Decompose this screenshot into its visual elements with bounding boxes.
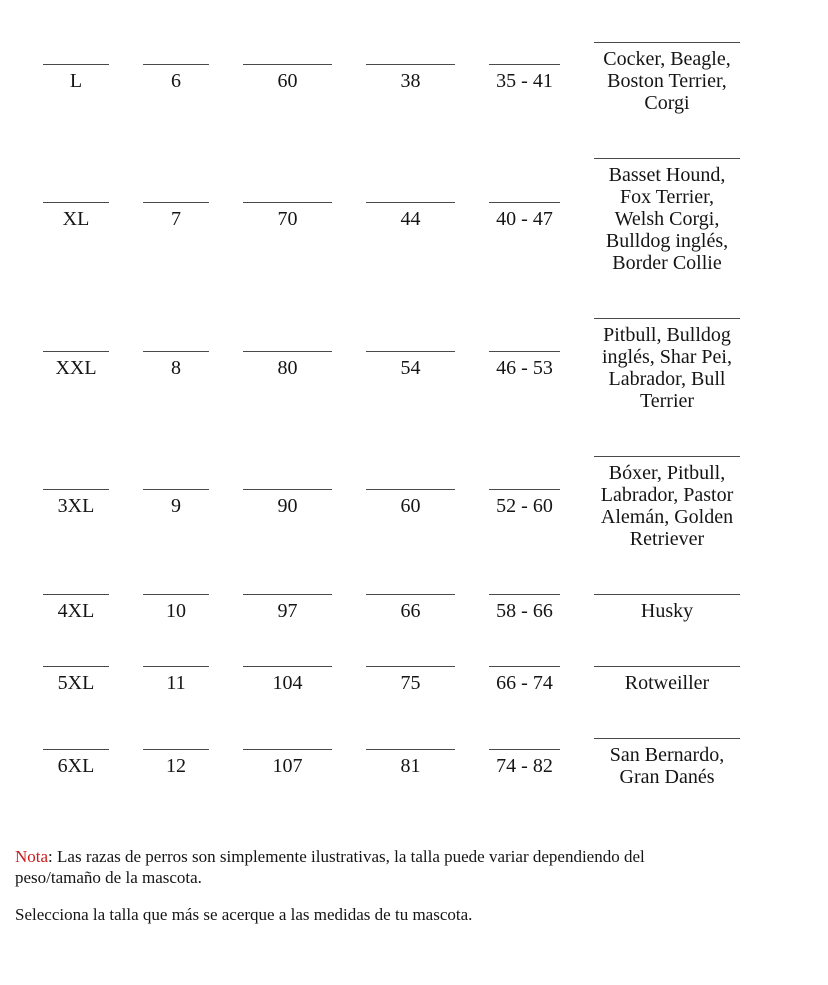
table-cell <box>226 329 349 401</box>
cell-overline <box>143 202 209 203</box>
table-cell <box>126 644 226 716</box>
table-cell <box>226 644 349 716</box>
table-row <box>26 572 757 644</box>
cell-overline <box>243 202 332 203</box>
table-cell <box>126 572 226 644</box>
table-cell <box>349 572 472 644</box>
cell-overline <box>594 456 740 457</box>
cell-overline <box>489 594 560 595</box>
cell-overline <box>594 738 740 739</box>
cell-value: 60 <box>400 495 421 517</box>
cell-value: 38 <box>400 70 421 92</box>
cell-overline <box>594 594 740 595</box>
table-cell <box>349 180 472 252</box>
cell-overline <box>489 489 560 490</box>
cell-value: 35 - 41 <box>496 70 553 92</box>
note-body: Las razas de perros son simplemente ilustrativas, la talla puede variar dependiendo del peso/tamaño de la mascota. <box>15 847 645 887</box>
table-cell <box>126 42 226 114</box>
cell-overline <box>43 594 109 595</box>
cell-value: 8 <box>171 357 181 379</box>
cell-overline <box>143 489 209 490</box>
note-paragraph <box>15 846 725 888</box>
table-cell <box>126 329 226 401</box>
cell-value: 4XL <box>57 600 95 622</box>
table-cell <box>226 727 349 799</box>
cell-value: 6XL <box>57 755 95 777</box>
cell-value: XL <box>62 208 90 230</box>
table-cell <box>472 467 577 539</box>
cell-overline <box>243 594 332 595</box>
table-cell <box>472 42 577 114</box>
cell-value: 66 - 74 <box>496 672 553 694</box>
cell-overline <box>43 489 109 490</box>
cell-value: 44 <box>400 208 421 230</box>
cell-value: Basset Hound, Fox Terrier, Welsh Corgi, Bulldog inglés, Border Collie <box>605 164 729 274</box>
cell-value: 75 <box>400 672 421 694</box>
cell-overline <box>594 158 740 159</box>
table-cell <box>126 727 226 799</box>
table-cell-size <box>26 42 126 114</box>
cell-value: 12 <box>166 755 186 777</box>
cell-overline <box>43 351 109 352</box>
cell-overline <box>43 64 109 65</box>
cell-value: Rotweiller <box>624 672 710 694</box>
table-cell <box>349 644 472 716</box>
cell-value: 40 - 47 <box>496 208 553 230</box>
cell-overline <box>243 489 332 490</box>
cell-value: Husky <box>640 600 694 622</box>
cell-value: 70 <box>277 208 298 230</box>
cell-overline <box>366 202 455 203</box>
table-cell-size <box>26 572 126 644</box>
size-table <box>26 20 757 810</box>
cell-overline <box>143 749 209 750</box>
table-row <box>26 296 757 434</box>
table-cell <box>472 727 577 799</box>
cell-value: 81 <box>400 755 421 777</box>
table-cell-size <box>26 467 126 539</box>
table-cell <box>226 467 349 539</box>
cell-overline <box>143 666 209 667</box>
table-cell <box>472 180 577 252</box>
table-cell-size <box>26 329 126 401</box>
cell-value: 5XL <box>57 672 95 694</box>
cell-overline <box>366 749 455 750</box>
cell-value: 6 <box>171 70 181 92</box>
cell-value: 46 - 53 <box>496 357 553 379</box>
table-cell <box>349 727 472 799</box>
cell-value: 54 <box>400 357 421 379</box>
cell-value: 58 - 66 <box>496 600 553 622</box>
cell-overline <box>243 666 332 667</box>
cell-overline <box>489 64 560 65</box>
table-cell-breeds <box>577 296 757 434</box>
table-cell <box>349 329 472 401</box>
table-cell-breeds <box>577 644 757 716</box>
cell-overline <box>243 749 332 750</box>
table-row <box>26 136 757 296</box>
cell-overline <box>366 666 455 667</box>
table-cell <box>226 180 349 252</box>
cell-value: 74 - 82 <box>496 755 553 777</box>
cell-overline <box>594 666 740 667</box>
cell-value: Bóxer, Pitbull, Labrador, Pastor Alemán, Golden Retriever <box>600 462 734 550</box>
cell-value: Cocker, Beagle, Boston Terrier, Corgi <box>603 48 731 114</box>
table-cell-breeds <box>577 20 757 136</box>
cell-overline <box>594 42 740 43</box>
cell-overline <box>366 594 455 595</box>
cell-value: 9 <box>171 495 181 517</box>
cell-value: 97 <box>277 600 298 622</box>
table-cell-breeds <box>577 434 757 572</box>
table-row <box>26 644 757 716</box>
table-row <box>26 716 757 810</box>
cell-value: 66 <box>400 600 421 622</box>
cell-overline <box>489 351 560 352</box>
cell-value: 104 <box>272 672 303 694</box>
cell-overline <box>243 351 332 352</box>
table-cell-size <box>26 727 126 799</box>
cell-value: L <box>69 70 83 92</box>
table-cell <box>226 42 349 114</box>
note-label: Nota <box>15 847 49 866</box>
table-cell <box>349 42 472 114</box>
cell-value: 60 <box>277 70 298 92</box>
cell-value: 52 - 60 <box>496 495 553 517</box>
table-cell <box>472 572 577 644</box>
table-cell-breeds <box>577 136 757 296</box>
table-row <box>26 20 757 136</box>
table-cell <box>126 467 226 539</box>
cell-overline <box>143 351 209 352</box>
cell-overline <box>143 64 209 65</box>
cell-value: 7 <box>171 208 181 230</box>
table-cell-breeds <box>577 572 757 644</box>
cell-overline <box>43 666 109 667</box>
cell-overline <box>594 318 740 319</box>
cell-value: 90 <box>277 495 298 517</box>
cell-overline <box>489 666 560 667</box>
cell-value: 80 <box>277 357 298 379</box>
cell-overline <box>366 64 455 65</box>
note-colon: : <box>48 847 53 866</box>
cell-value: 10 <box>166 600 186 622</box>
cell-value: XXL <box>55 357 97 379</box>
cell-overline <box>366 489 455 490</box>
table-cell <box>226 572 349 644</box>
cell-overline <box>243 64 332 65</box>
table-cell <box>472 329 577 401</box>
cell-value: San Bernardo, Gran Danés <box>609 744 725 788</box>
cell-value: Pitbull, Bulldog inglés, Shar Pei, Labrador, Bull Terrier <box>602 324 732 412</box>
table-cell-breeds <box>577 716 757 810</box>
cell-overline <box>143 594 209 595</box>
cell-value: 107 <box>272 755 303 777</box>
table-cell <box>472 644 577 716</box>
cell-overline <box>489 749 560 750</box>
cell-overline <box>43 202 109 203</box>
cell-overline <box>43 749 109 750</box>
table-row <box>26 434 757 572</box>
cell-overline <box>489 202 560 203</box>
instruction-paragraph: Selecciona la talla que más se acerque a las medidas de tu mascota. <box>15 905 473 924</box>
table-cell <box>126 180 226 252</box>
table-cell <box>349 467 472 539</box>
table-cell-size <box>26 180 126 252</box>
table-cell-size <box>26 644 126 716</box>
cell-value: 11 <box>166 672 186 694</box>
cell-value: 3XL <box>57 495 95 517</box>
cell-overline <box>366 351 455 352</box>
